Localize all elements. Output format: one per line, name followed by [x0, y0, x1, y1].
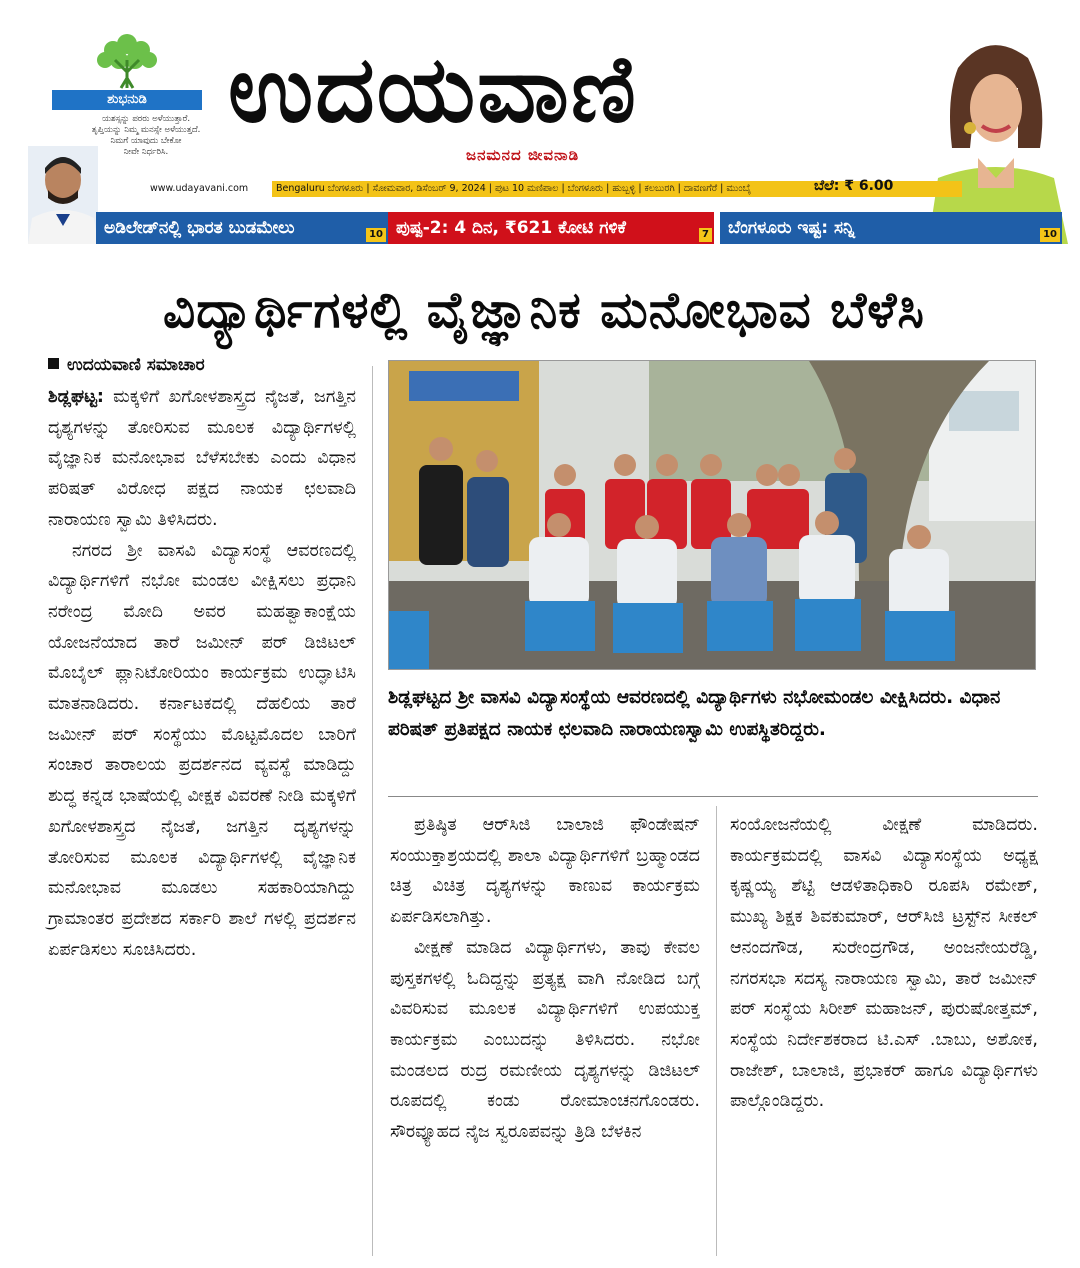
photo-caption: ಶಿಡ್ಲಘಟ್ಟದ ಶ್ರೀ ವಾಸವಿ ವಿದ್ಯಾಸಂಸ್ಥೆಯ ಆವರಣದಲ್ಲಿ ವಿದ್ಯಾರ್ಥಿಗಳು ನಭೋಮಂಡಲ ವೀಕ್ಷಿಸಿದರು. ವಿಧಾನ ಪರಿಷತ್ ಪ್ರತಿಪಕ್ಷದ ನಾಯಕ ಛಲವಾದಿ ನಾರಾಯಣಸ್ವಾಮಿ ಉಪಸ್ಥಿತರಿದ್ದರು. — [388, 687, 1001, 740]
teaser-page: 10 — [366, 228, 386, 242]
cricketer-photo — [28, 146, 98, 244]
square-bullet-icon — [48, 358, 59, 369]
article-headline: ವಿದ್ಯಾರ್ಥಿಗಳಲ್ಲಿ ವೈಜ್ಞಾನಿಕ ಮನೋಭಾವ ಬೆಳೆಸಿ — [163, 281, 925, 339]
price-label: ಬೆಲೆ: ₹ 6.00 — [814, 178, 894, 194]
article-column-2 — [390, 810, 700, 1148]
byline-text: ಉದಯವಾಣಿ ಸಮಾಚಾರ — [67, 355, 205, 375]
teaser-text: ಪುಷ್ಪ-2: 4 ದಿನ, ₹621 ಕೋಟಿ ಗಳಿಕೆ — [396, 218, 626, 238]
article-photo — [388, 360, 1036, 670]
caption-divider — [388, 796, 1038, 797]
teaser-bar — [96, 212, 1062, 244]
teaser-page: 10 — [1040, 228, 1060, 242]
article-column-1 — [48, 382, 356, 965]
newspaper-tagline: ಜನಮನದ ಜೀವನಾಡಿ — [466, 146, 580, 164]
paragraph: ವೀಕ್ಷಣೆ ಮಾಡಿದ ವಿದ್ಯಾರ್ಥಿಗಳು, ತಾವು ಕೇವಲ ಪುಸ್ತಕಗಳಲ್ಲಿ ಓದಿದ್ದನ್ನು ಪ್ರತ್ಯಕ್ಷ ವಾಗಿ ನೋಡಿದ ಬಗ್ಗೆ ವಿವರಿಸುವ ಮೂಲಕ ವಿದ್ಯಾರ್ಥಿಗಳಿಗೆ ಉಪಯುಕ್ತ ಕಾರ್ಯಕ್ರಮ ಎಂಬುದನ್ನು ತಿಳಿಸಿದರು. ನಭೋ ಮಂಡಲದ ರುದ್ರ ರಮಣೀಯ ದೃಶ್ಯಗಳನ್ನು ಡಿಜಿಟಲ್ ರೂಪದಲ್ಲಿ ಕಂಡು ರೋಮಾಂಚನಗೊಂಡರು. ಸೌರವ್ಯೂಹದ ನೈಜ ಸ್ವರೂಪವನ್ನು ತ್ರಿಡಿ ಬೆಳಕಿನ — [390, 937, 700, 1143]
dateline: ಶಿಡ್ಲಘಟ್ಟ: — [48, 387, 104, 407]
edition-line: Bengaluru ಬೆಂಗಳೂರು | ಸೋಮವಾರ, ಡಿಸೆಂಬರ್ 9, 2024 | ಪುಟ 10 ಮಣಿಪಾಲ | ಬೆಂಗಳೂರು | ಹುಬ್ಬಳ್ಳಿ | ಕಲಬುರಗಿ | ದಾವಣಗೆರೆ | ಮುಂಬೈ — [272, 181, 962, 197]
paragraph: ಪ್ರತಿಷ್ಠಿತ ಆರ್‌ಸಿಜಿ ಬಾಲಾಜಿ ಫೌಂಡೇಷನ್ ಸಂಯುಕ್ತಾಶ್ರಯದಲ್ಲಿ ಶಾಲಾ ವಿದ್ಯಾರ್ಥಿಗಳಿಗೆ ಬ್ರಹ್ಮಾಂಡದ ಚಿತ್ರ ವಿಚಿತ್ರ ದೃಶ್ಯಗಳನ್ನು ಕಾಣುವ ಕಾರ್ಯಕ್ರಮ ಏರ್ಪಡಿಸಲಾಗಿತ್ತು. — [390, 815, 700, 928]
shubhanudi-quote: ಯಶಸ್ಸನ್ನು ಪರರು ಅಳೆಯುತ್ತಾರೆ. ತೃಪ್ತಿಯನ್ನು ನಿಮ್ಮ ಮನಸ್ಸೇ ಅಳೆಯುತ್ತದೆ. ನಿಮಗೆ ಯಾವುದು ಬೇಕೋ ನೀವೇ ನಿರ್ಧರಿಸಿ. — [91, 114, 201, 157]
teaser-text: ಬೆಂಗಳೂರು ಇಷ್ಟ: ಸನ್ನಿ — [728, 218, 855, 238]
byline — [48, 355, 205, 375]
paragraph: ನಗರದ ಶ್ರೀ ವಾಸವಿ ವಿದ್ಯಾಸಂಸ್ಥೆ ಆವರಣದಲ್ಲಿ ವಿದ್ಯಾರ್ಥಿಗಳಿಗೆ ನಭೋ ಮಂಡಲ ವೀಕ್ಷಿಸಲು ಪ್ರಧಾನಿ ನರೇಂದ್ರ ಮೋದಿ ಅವರ ಮಹತ್ವಾಕಾಂಕ್ಷೆಯ ಯೋಜನೆಯಾದ ತಾರೆ ಜಮೀನ್ ಪರ್ ಡಿಜಿಟಲ್ ಮೊಬೈಲ್ ಪ್ಲಾನಿಟೋರಿಯಂ ಕಾರ್ಯಕ್ರಮ ಉದ್ಘಾಟಿಸಿ ಮಾತನಾಡಿದರು. ಕರ್ನಾಟಕದಲ್ಲಿ ದೆಹಲಿಯ ತಾರೆ ಜಮೀನ್ ಪರ್ ಸಂಸ್ಥೆಯು ಮೊಟ್ಟಮೊದಲ ಬಾರಿಗೆ ಸಂಚಾರ ತಾರಾಲಯ ಪ್ರದರ್ಶನದ ವ್ಯವಸ್ಥೆ ಮಾಡಿದ್ದು ಶುದ್ಧ ಕನ್ನಡ ಭಾಷೆಯಲ್ಲಿ ವೀಕ್ಷಕ ವಿವರಣೆ ನೀಡಿ ಮಕ್ಕಳಿಗೆ ಖಗೋಳಶಾಸ್ತ್ರದ ನೈಜತೆ, ಜಗತ್ತಿನ ದೃಶ್ಯಗಳನ್ನು ತೋರಿಸುವ ಮೂಲಕ ವಿದ್ಯಾರ್ಥಿಗಳಲ್ಲಿ ವೈಜ್ಞಾನಿಕ ಮನೋಭಾವ ಮೂಡಲು ಸಹಕಾರಿಯಾಗಿದ್ದು ಗ್ರಾಮಾಂತರ ಪ್ರದೇಶದ ಸರ್ಕಾರಿ ಶಾಲೆ ಗಳಲ್ಲಿ ಪ್ರದರ್ಶನ ಏರ್ಪಡಿಸಲು ಸೂಚಿಸಿದರು. — [48, 540, 356, 960]
paragraph: ಸಂಯೋಜನೆಯಲ್ಲಿ ವೀಕ್ಷಣೆ ಮಾಡಿದರು. ಕಾರ್ಯಕ್ರಮದಲ್ಲಿ ವಾಸವಿ ವಿದ್ಯಾಸಂಸ್ಥೆಯ ಅಧ್ಯಕ್ಷ ಕೃಷ್ಣಯ್ಯ ಶೆಟ್ಟಿ ಆಡಳಿತಾಧಿಕಾರಿ ರೂಪಸಿ ರಮೇಶ್, ಮುಖ್ಯ ಶಿಕ್ಷಕ ಶಿವಕುಮಾರ್, ಆರ್‌ಸಿಜಿ ಟ್ರಸ್ಟ್‌ನ ಸೀಕಲ್ ಆನಂದಗೌಡ, ಸುರೇಂದ್ರಗೌಡ, ಅಂಜನೇಯರೆಡ್ಡಿ, ನಗರಸಭಾ ಸದಸ್ಯ ನಾರಾಯಣ ಸ್ವಾಮಿ, ತಾರೆ ಜಮೀನ್ ಪರ್ ಸಂಸ್ಥೆಯ ಸಿರೀಶ್ ಮಹಾಜನ್, ಪುರುಷೋತ್ತಮ್, ಸಂಸ್ಥೆಯ ನಿರ್ದೇಶಕರಾದ ಟಿ.ಎಸ್ .ಬಾಬು, ಅಶೋಕ, ರಾಜೇಶ್, ಬಾಲಾಜಿ, ಪ್ರಭಾಕರ್ ಹಾಗೂ ವಿದ್ಯಾರ್ಥಿಗಳು ಪಾಲ್ಗೊಂಡಿದ್ದರು. — [730, 815, 1038, 1112]
paragraph: ಶಿಡ್ಲಘಟ್ಟ: ಮಕ್ಕಳಿಗೆ ಖಗೋಳಶಾಸ್ತ್ರದ ನೈಜತೆ, ಜಗತ್ತಿನ ದೃಶ್ಯಗಳನ್ನು ತೋರಿಸುವ ಮೂಲಕ ವಿದ್ಯಾರ್ಥಿಗಳಲ್ಲಿ ವೈಜ್ಞಾನಿಕ ಮನೋಭಾವ ಬೆಳೆಸಬೇಕು ಎಂದು ವಿಧಾನ ಪರಿಷತ್ ವಿರೋಧ ಪಕ್ಷದ ನಾಯಕ ಛಲವಾದಿ ನಾರಾಯಣ ಸ್ವಾಮಿ ತಿಳಿಸಿದರು. — [48, 387, 356, 530]
edition-strip — [150, 179, 918, 199]
teaser-page: 7 — [699, 228, 712, 242]
teaser-text: ಅಡಿಲೇಡ್‌ನಲ್ಲಿ ಭಾರತ ಬುಡಮೇಲು — [104, 218, 295, 238]
teaser-item[interactable] — [96, 212, 388, 244]
newspaper-logo: ಉದಯವಾಣಿ — [228, 36, 638, 143]
shubhanudi-label: ಶುಭನುಡಿ — [52, 90, 202, 110]
shubhanudi-box — [52, 30, 202, 158]
website-url[interactable]: www.udayavani.com — [150, 183, 249, 194]
teaser-item[interactable] — [720, 212, 1062, 244]
tree-logo-icon — [87, 30, 167, 90]
column-divider — [716, 806, 717, 1256]
teaser-item[interactable] — [388, 212, 714, 244]
article-column-3 — [730, 810, 1038, 1117]
column-divider — [372, 366, 373, 1256]
